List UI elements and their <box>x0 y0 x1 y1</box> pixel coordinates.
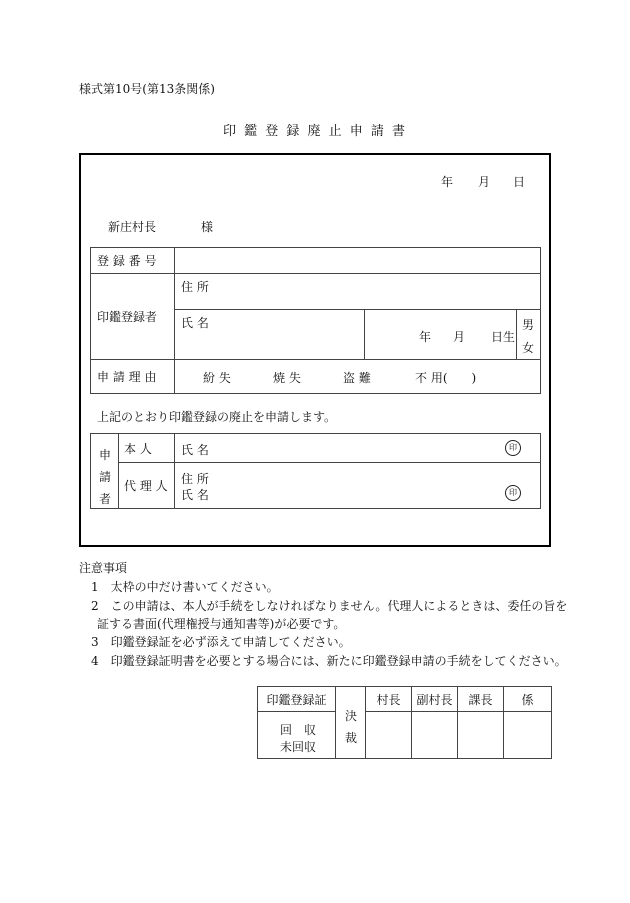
applicant-agent-field[interactable] <box>175 463 541 509</box>
registrant-birthdate-field[interactable] <box>365 310 517 360</box>
registrant-name-label: 氏 名 <box>181 316 209 330</box>
registration-table <box>90 247 541 394</box>
approval-table <box>257 686 552 759</box>
role-staff: 係 <box>504 687 552 712</box>
reason-option-burned[interactable]: 焼 失 <box>273 371 301 385</box>
birth-year: 年 <box>419 330 432 344</box>
card-recovered[interactable]: 回 収 <box>280 723 317 737</box>
note-item: 4 印鑑登録証明書を必要とする場合には、新たに印鑑登録申請の手続をしてください。 <box>91 654 567 668</box>
registrant-label: 印鑑登録者 <box>91 274 175 360</box>
birth-month: 月 <box>453 330 466 344</box>
registration-number-label: 登 録 番 号 <box>91 248 175 274</box>
registrant-address-label: 住 所 <box>181 280 209 294</box>
date-day: 日 <box>513 175 526 189</box>
note-item: 1 太枠の中だけ書いてください。 <box>91 580 279 594</box>
role-section-chief: 課長 <box>458 687 504 712</box>
addressee-name: 新庄村長 <box>108 220 157 234</box>
applicant-self-label: 本 人 <box>119 434 175 463</box>
registrant-address-field[interactable] <box>175 274 541 310</box>
applicant-agent-name-label: 氏 名 <box>181 488 209 502</box>
note-item: 3 印鑑登録証を必ず添えて申請してください。 <box>91 635 351 649</box>
role-village-head: 村長 <box>366 687 412 712</box>
reason-option-unused[interactable]: 不 用( ) <box>415 371 477 385</box>
registrant-name-field[interactable] <box>175 310 365 360</box>
stamp-box[interactable] <box>412 712 458 759</box>
note-item: 証する書面(代理権授与通知書等)が必要です。 <box>97 617 346 631</box>
applicant-self-name-label: 氏 名 <box>181 443 209 457</box>
note-item: 2 この申請は、本人が手続をしなければなりません。代理人によるときは、委任の旨を <box>91 599 568 613</box>
birth-day: 日生 <box>491 330 516 344</box>
addressee-honorific: 様 <box>201 220 214 234</box>
applicant-self-name-field[interactable] <box>175 434 541 463</box>
form-number: 様式第10号(第13条関係) <box>79 82 215 96</box>
stamp-box[interactable] <box>366 712 412 759</box>
applicant-label: 申 請 者 <box>98 448 111 506</box>
reason-options <box>175 360 541 394</box>
application-statement: 上記のとおり印鑑登録の廃止を申請します。 <box>97 410 337 424</box>
applicant-table <box>90 433 541 509</box>
date-year: 年 <box>441 175 454 189</box>
card-not-recovered[interactable]: 未回収 <box>280 740 317 754</box>
registration-number-field[interactable] <box>175 248 541 274</box>
reason-option-stolen[interactable]: 盗 難 <box>343 371 371 385</box>
card-label: 印鑑登録証 <box>258 687 336 712</box>
gender-field[interactable] <box>517 310 541 360</box>
decision-label: 決 裁 <box>344 709 357 745</box>
role-deputy-village-head: 副村長 <box>412 687 458 712</box>
stamp-box[interactable] <box>504 712 552 759</box>
notes-heading: 注意事項 <box>79 561 128 575</box>
decision-cell <box>336 687 366 759</box>
reason-label: 申 請 理 由 <box>91 360 175 394</box>
seal-mark-icon: 印 <box>505 440 521 456</box>
applicant-label-cell <box>91 434 119 509</box>
reason-option-lost[interactable]: 紛 失 <box>203 371 231 385</box>
stamp-box[interactable] <box>458 712 504 759</box>
date-month: 月 <box>478 175 491 189</box>
page-title: 印 鑑 登 録 廃 止 申 請 書 <box>222 124 408 139</box>
gender-female[interactable]: 女 <box>522 341 535 355</box>
seal-mark-icon: 印 <box>505 485 521 501</box>
gender-male[interactable]: 男 <box>522 318 535 332</box>
card-status-cell <box>258 712 336 759</box>
applicant-agent-address-label: 住 所 <box>181 472 209 486</box>
applicant-agent-label: 代 理 人 <box>119 463 175 509</box>
